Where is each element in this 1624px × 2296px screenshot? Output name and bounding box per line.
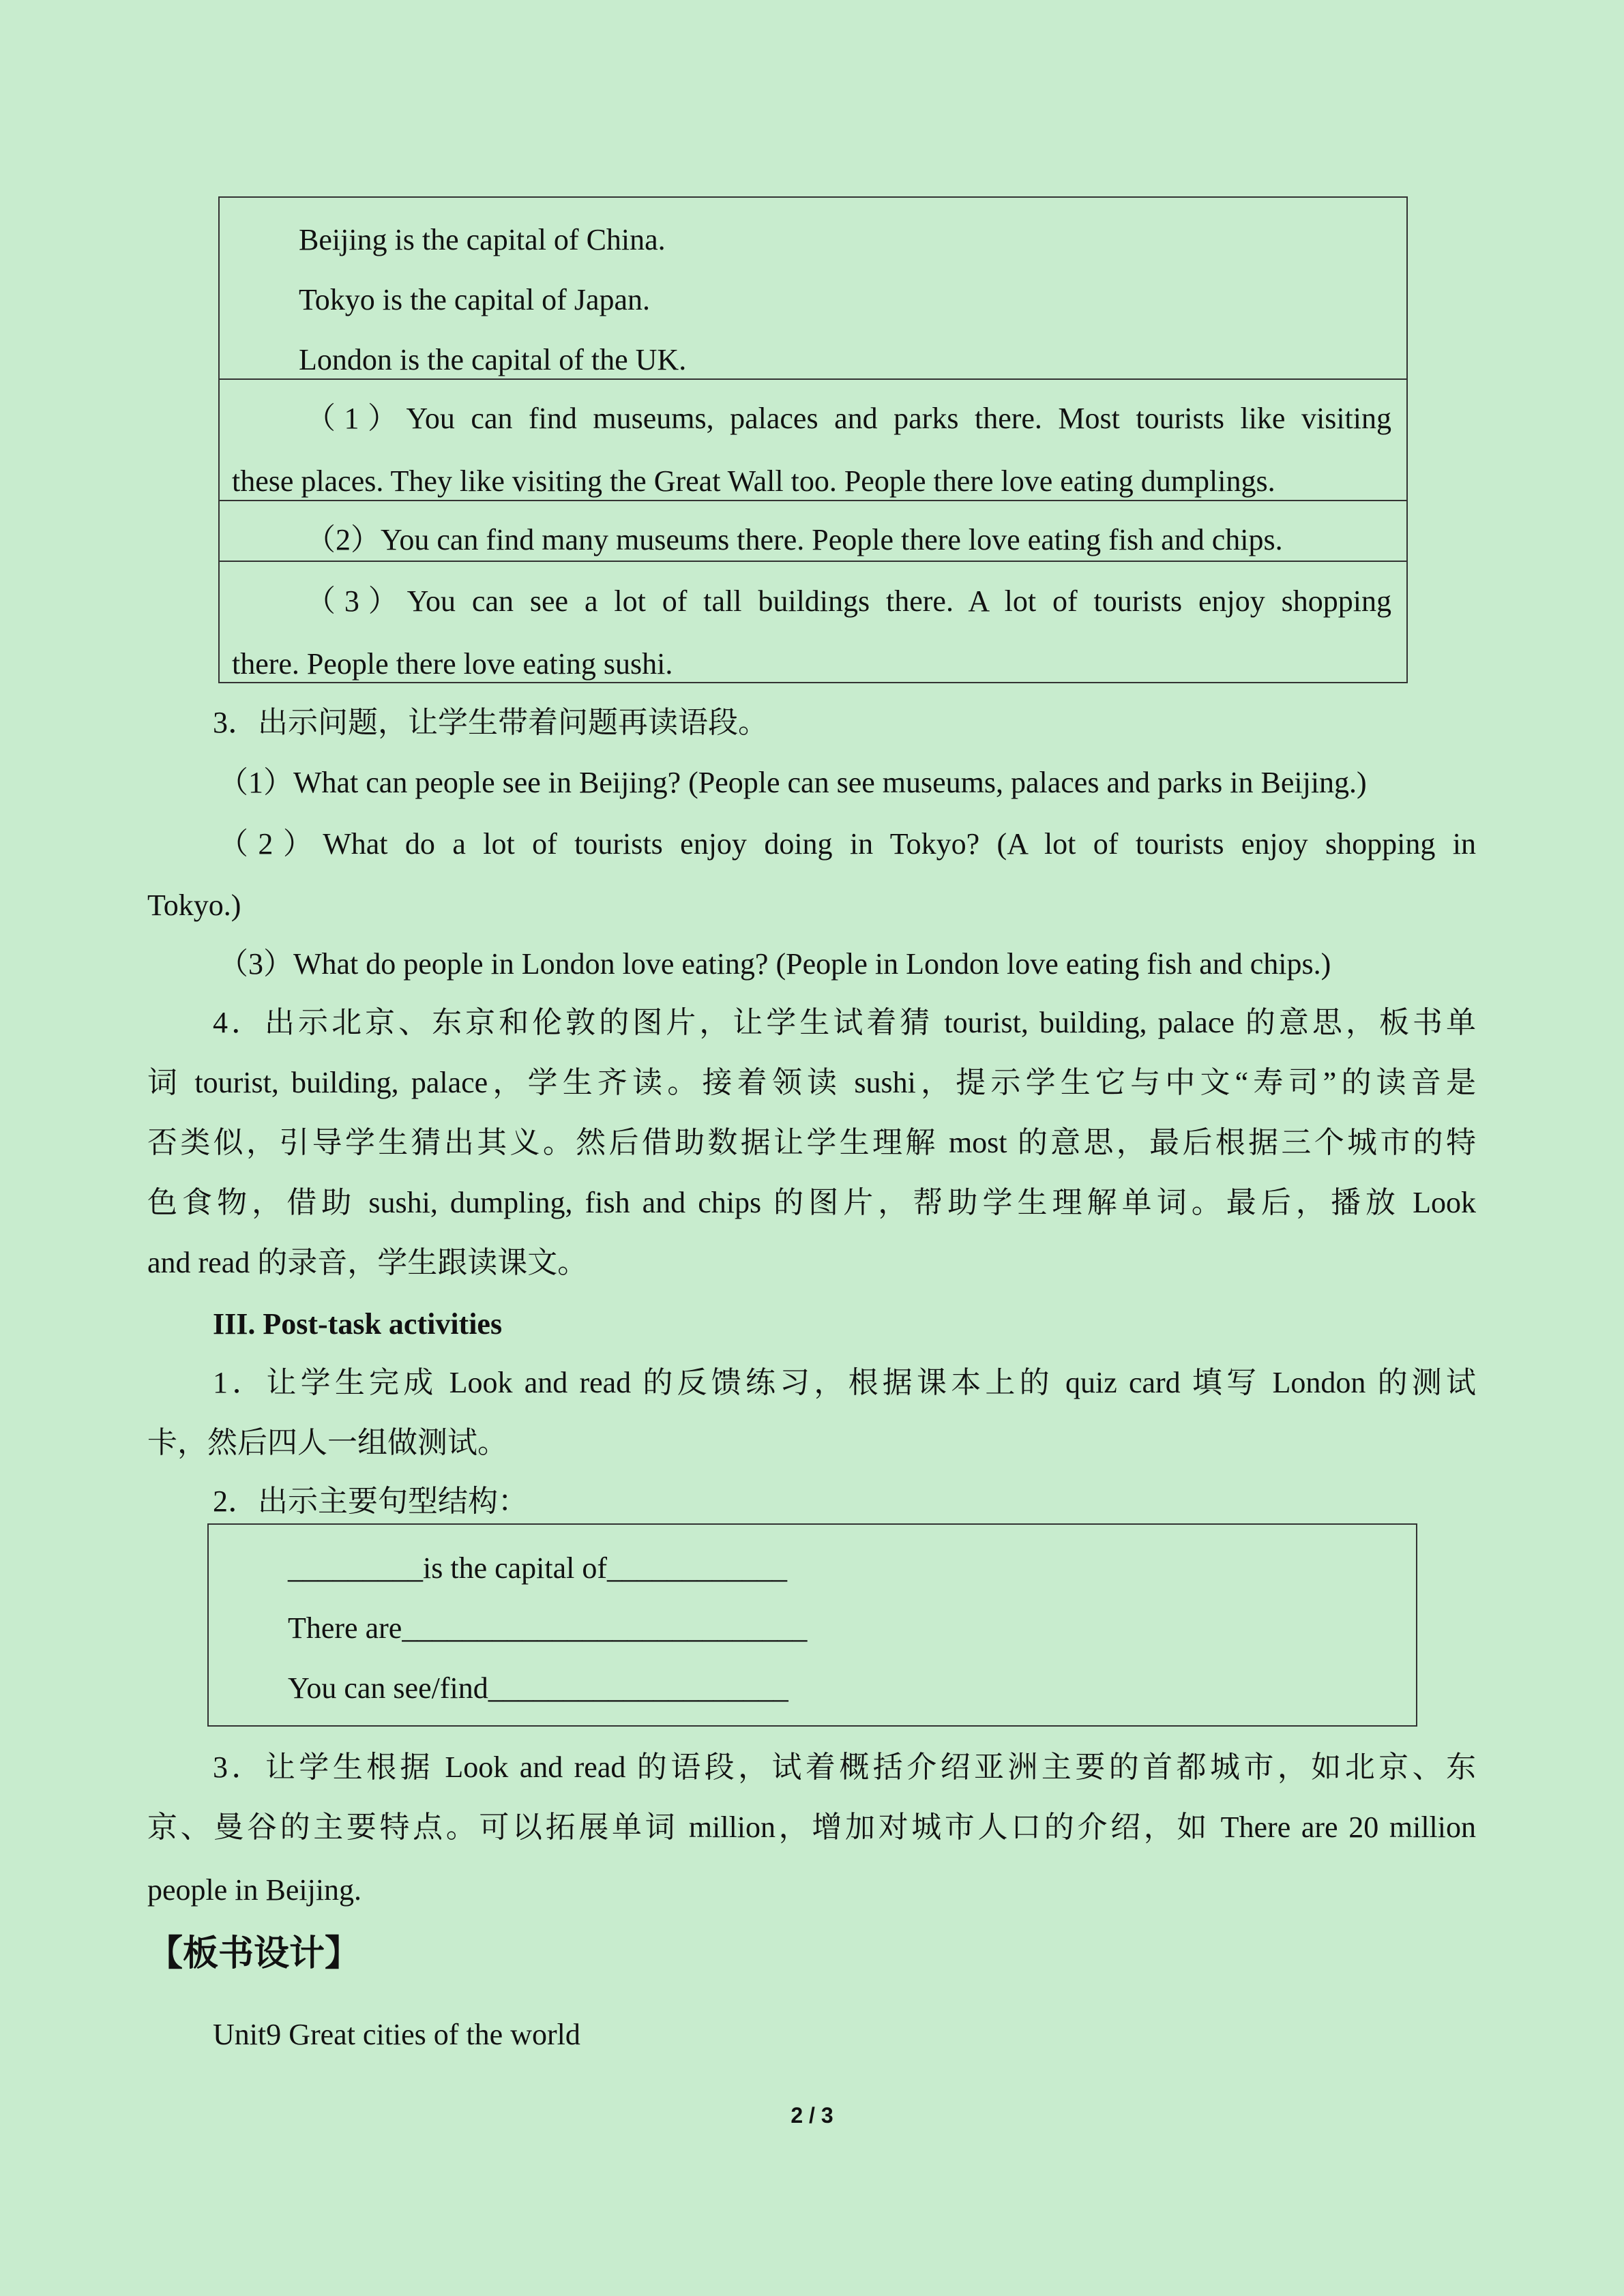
capital-sentence: Beijing is the capital of China.: [299, 223, 666, 256]
structure-text: You can see/find: [288, 1671, 488, 1705]
step3-intro: 3．出示问题，让学生带着问题再读语段。: [213, 706, 768, 739]
question-2: （2）What do a lot of tourists enjoy doing in Tokyo? (A lot of tourists enjoy shopping in: [218, 827, 1476, 861]
page-number: 2 / 3: [791, 2103, 833, 2128]
post-task-item-3-cont: people in Beijing.: [147, 1873, 362, 1907]
step4-line: 色食物，借助 sushi, dumpling, fish and chips 的图片，帮助学生理解单词。最后，播放 Look: [147, 1186, 1476, 1219]
question-2-cont: Tokyo.): [147, 889, 241, 922]
post-task-item-3: 3．让学生根据 Look and read 的语段，试着概括介绍亚洲主要的首都城市，如北京、东: [213, 1750, 1476, 1784]
question-1: （1）What can people see in Beijing? (People can see museums, palaces and parks in Beijing.): [218, 766, 1367, 799]
post-task-heading: III. Post-task activities: [213, 1307, 503, 1341]
step4-line: 否类似，引导学生猜出其义。然后借助数据让学生理解 most 的意思，最后根据三个城市的特: [147, 1126, 1476, 1159]
passage-beijing: （1）You can find museums, palaces and parks there. Most tourists like visiting: [306, 402, 1391, 435]
step4-line: 4．出示北京、东京和伦敦的图片，让学生试着猜 tourist, building, palace 的意思，板书单: [213, 1006, 1476, 1039]
passage-tokyo: （3）You can see a lot of tall buildings there. A lot of tourists enjoy shopping: [306, 584, 1391, 618]
structure-there-are: [288, 1608, 807, 1649]
structure-capital: [288, 1548, 787, 1589]
capital-sentence: London is the capital of the UK.: [299, 343, 687, 376]
passage-london: （2）You can find many museums there. People there love eating fish and chips.: [306, 523, 1283, 556]
structure-text: There are: [288, 1611, 402, 1645]
passage-tokyo-cont: there. People there love eating sushi.: [232, 647, 673, 681]
post-task-item-3-cont: 京、曼谷的主要特点。可以拓展单词 million，增加对城市人口的介绍，如 There are 20 million: [147, 1810, 1476, 1844]
post-task-item-1: 1．让学生完成 Look and read 的反馈练习，根据课本上的 quiz card 填写 London 的测试: [213, 1366, 1476, 1399]
passage-beijing-cont: these places. They like visiting the Great Wall too. People there love eating dumplings.: [232, 464, 1275, 498]
blank: ____________________: [488, 1671, 788, 1705]
board-design-heading: 【板书设计】: [147, 1933, 361, 1974]
table-divider: [218, 561, 1408, 562]
post-task-item-2: 2．出示主要句型结构：: [213, 1485, 528, 1518]
structure-see-find: [288, 1668, 788, 1709]
capital-sentence: Tokyo is the capital of Japan.: [299, 283, 651, 316]
board-unit-title: Unit9 Great cities of the world: [213, 2018, 580, 2051]
blank: ____________: [607, 1551, 788, 1585]
blank: ___________________________: [402, 1611, 808, 1645]
step4-line: 词 tourist, building, palace，学生齐读。接着领读 sushi，提示学生它与中文“寿司”的读音是: [147, 1066, 1476, 1099]
structure-text: is the capital of: [423, 1551, 608, 1585]
question-3: （3）What do people in London love eating? (People in London love eating fish and chips.): [218, 947, 1331, 981]
step4-line: and read 的录音，学生跟读课文。: [147, 1246, 588, 1279]
post-task-item-1-cont: 卡，然后四人一组做测试。: [147, 1426, 507, 1459]
blank: _________: [288, 1551, 423, 1585]
